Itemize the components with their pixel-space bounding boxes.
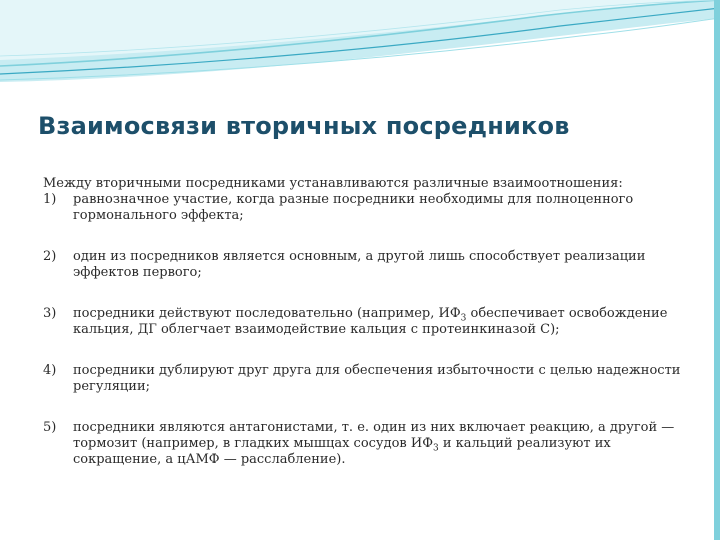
list-item-text <box>73 306 683 338</box>
subscript: 3 <box>460 313 467 324</box>
relations-list <box>43 192 683 468</box>
list-item-number: 1) <box>43 192 57 207</box>
right-edge-strip <box>714 0 720 540</box>
list-item-text: один из посредников является основным, а другой лишь способствует реализации эффектов первого; <box>73 249 646 280</box>
intro-text: Между вторичными посредниками устанавливаются различные взаимоотношения: <box>43 176 623 191</box>
list-item-text-part: посредники являются антагонистами, т. е. один из них включает реакцию, а другой — тормозит (например, в гладких мышцах сосудов ИФ <box>73 420 675 451</box>
list-item-text-part: обеспечивает освобождение кальция, ДГ облегчает взаимодействие кальция с протеинкиназой С); <box>73 306 668 337</box>
list-item-text-part: и кальций реализуют их сокращение, а цАМФ — расслабление). <box>73 436 611 467</box>
list-item-number: 4) <box>43 363 57 378</box>
subscript: 3 <box>432 443 439 454</box>
list-item-text-part: посредники действуют последовательно (например, ИФ <box>73 306 461 321</box>
list-item-number: 3) <box>43 306 57 321</box>
list-item-text: посредники дублируют друг друга для обеспечения избыточности с целью надежности регуляции; <box>73 363 681 394</box>
list-item <box>43 306 683 338</box>
list-item-number: 5) <box>43 420 57 435</box>
slide-title: Взаимосвязи вторичных посредников <box>38 112 570 140</box>
list-item-text: равнозначное участие, когда разные посредники необходимы для полноценного гормонального эффекта; <box>73 192 634 223</box>
list-item <box>43 363 683 395</box>
list-item <box>43 249 683 281</box>
list-item-number: 2) <box>43 249 57 264</box>
slide-body <box>43 176 683 468</box>
list-item <box>43 192 683 224</box>
list-item <box>43 420 683 468</box>
list-item-text <box>73 420 683 468</box>
decorative-waves <box>0 0 720 120</box>
